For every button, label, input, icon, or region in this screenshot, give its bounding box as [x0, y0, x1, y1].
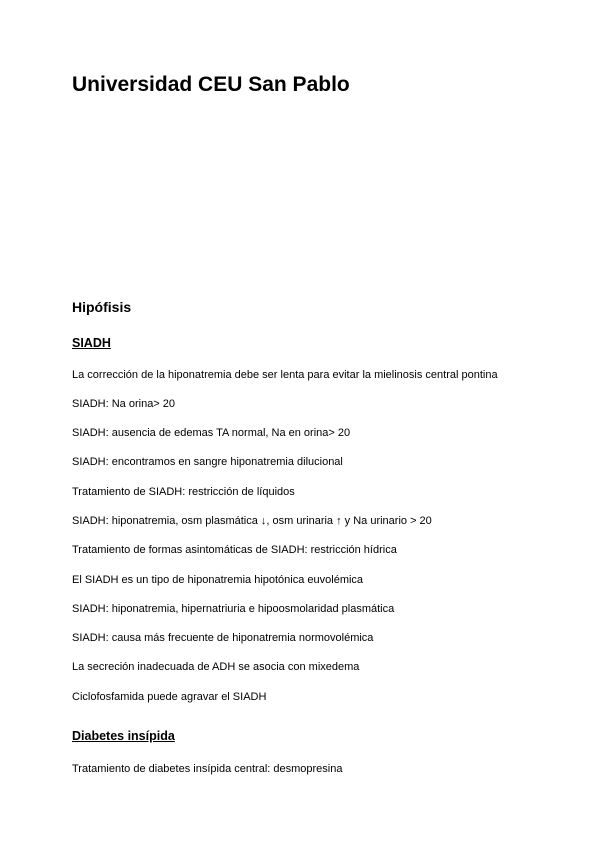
note-item: El SIADH es un tipo de hiponatremia hipotónica euvolémica — [72, 574, 364, 586]
note-item: Tratamiento de formas asintomáticas de SIADH: restricción hídrica — [72, 544, 397, 556]
note-item: Tratamiento de diabetes insípida central: desmopresina — [72, 763, 343, 775]
note-item: La secreción inadecuada de ADH se asocia con mixedema — [72, 661, 360, 673]
note-item: SIADH: ausencia de edemas TA normal, Na en orina> 20 — [72, 427, 351, 439]
subsection-title-siadh: SIADH — [72, 336, 111, 350]
note-item: SIADH: causa más frecuente de hiponatremia normovolémica — [72, 632, 374, 644]
note-item: Ciclofosfamida puede agravar el SIADH — [72, 691, 267, 703]
subsection-title-diabetes-insipida: Diabetes insípida — [72, 729, 175, 743]
note-item: SIADH: hiponatremia, osm plasmática ↓, osm urinaria ↑ y Na urinario > 20 — [72, 515, 432, 527]
note-item: Tratamiento de SIADH: restricción de líquidos — [72, 486, 295, 498]
section-title-hipofisis: Hipófisis — [72, 299, 132, 315]
note-item: SIADH: Na orina> 20 — [72, 398, 176, 410]
note-item: La corrección de la hiponatremia debe ser lenta para evitar la mielinosis central pontina — [72, 369, 498, 381]
note-item: SIADH: hiponatremia, hipernatriuria e hipoosmolaridad plasmática — [72, 603, 395, 615]
note-item: SIADH: encontramos en sangre hiponatremia dilucional — [72, 456, 343, 468]
university-title: Universidad CEU San Pablo — [72, 73, 350, 96]
